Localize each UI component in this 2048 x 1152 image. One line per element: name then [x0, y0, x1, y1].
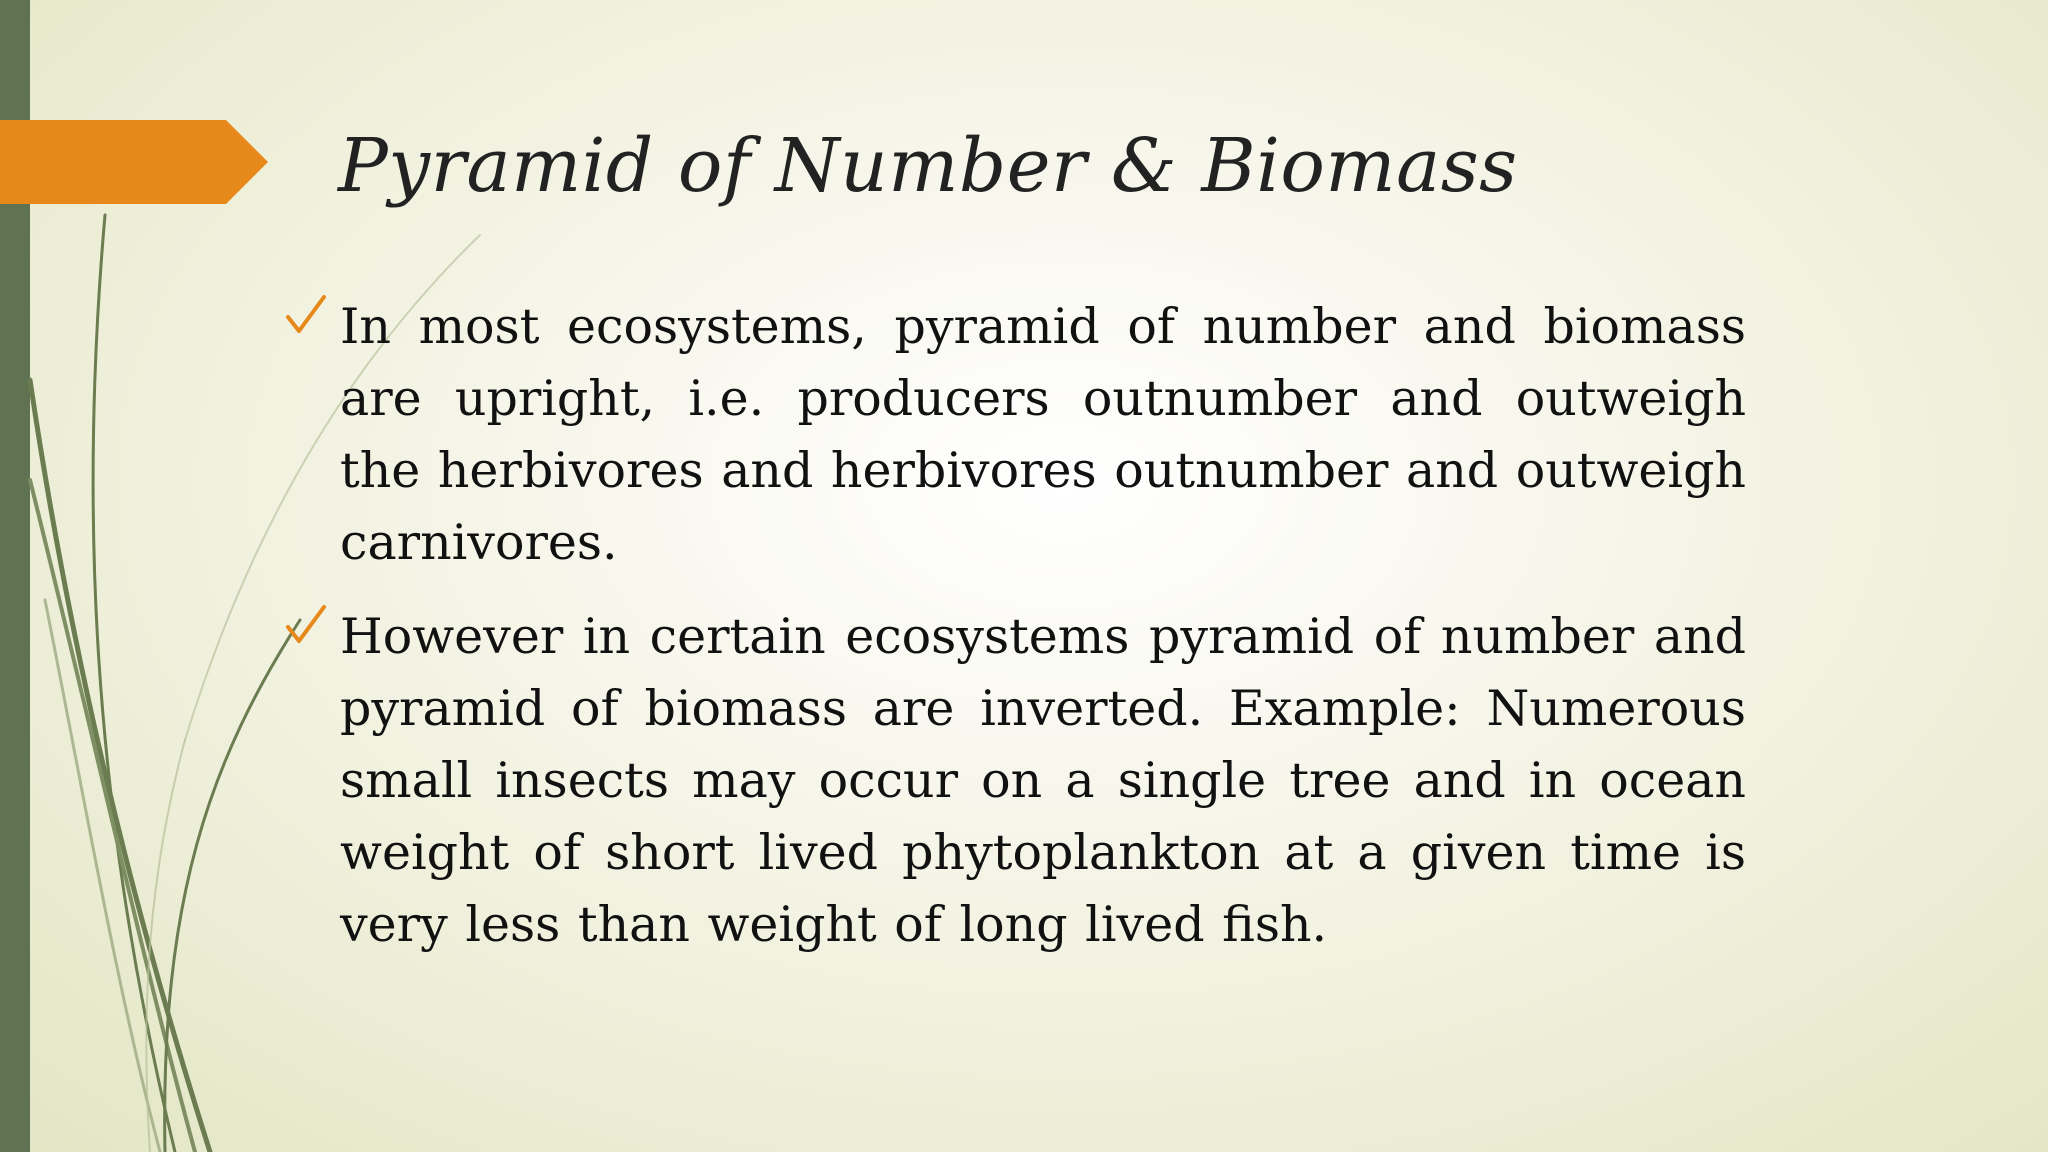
bullet-text: In most ecosystems, pyramid of number and biomass are upright, i.e. producers outnumber and outweigh the herbivores and herbivores outnumber and outweigh carnivores. — [340, 298, 1746, 571]
bullet-list — [340, 291, 1746, 983]
bullet-item — [340, 291, 1746, 579]
title-arrow-shape — [0, 120, 268, 204]
bullet-item — [340, 601, 1746, 961]
bullet-text: However in certain ecosystems pyramid of number and pyramid of biomass are inverted. Example: Numerous small insects may occur on a single tree and in ocean weight of short lived phytoplankton at a given time is very less than weight of long lived fish. — [340, 608, 1746, 953]
checkmark-icon — [284, 599, 328, 651]
checkmark-icon — [284, 289, 328, 341]
slide-title: Pyramid of Number & Biomass — [338, 123, 1518, 209]
